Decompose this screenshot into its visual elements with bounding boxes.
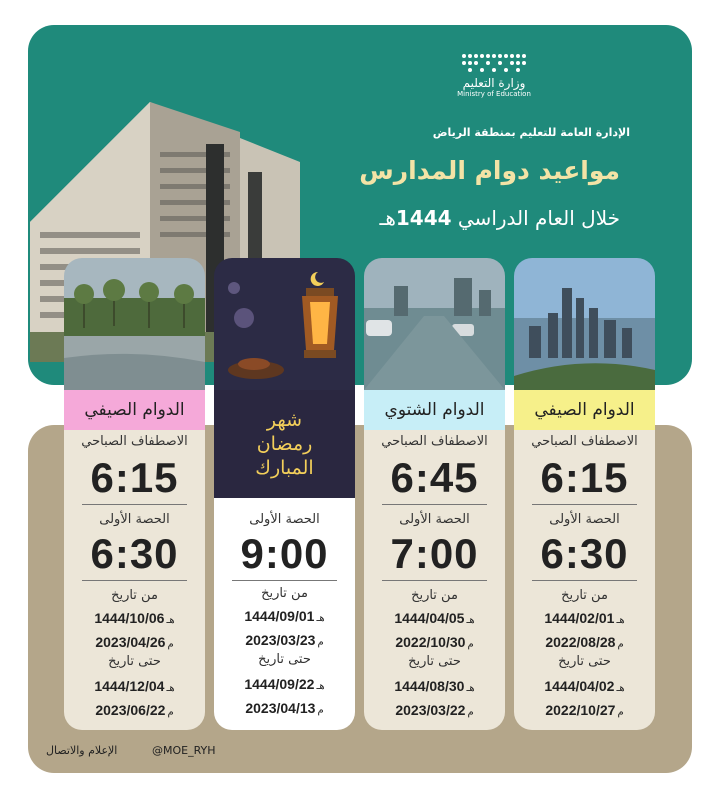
ministry-logo	[452, 52, 536, 124]
greg-suffix: م	[467, 639, 474, 650]
schedule-card-summer-1	[514, 258, 655, 730]
card-body	[364, 430, 505, 730]
from-date-label: من تاريخ	[261, 586, 308, 601]
card-title	[214, 390, 355, 498]
divider	[532, 580, 637, 581]
greg-suffix: م	[467, 707, 474, 718]
hijri-suffix: هـ	[166, 615, 175, 626]
city-skyline-photo	[514, 258, 655, 390]
palm-park-photo	[64, 258, 205, 390]
to-hijri-value: 1444/12/04	[94, 678, 165, 694]
greg-suffix: م	[617, 639, 624, 650]
first-period-label: الحصة الأولى	[249, 512, 320, 527]
from-greg-value: 2022/08/28	[545, 634, 616, 650]
from-greg-value: 2023/04/26	[95, 634, 166, 650]
page-subtitle	[379, 206, 620, 230]
from-hijri-date	[364, 610, 505, 626]
hijri-suffix: هـ	[316, 681, 325, 692]
from-hijri-date	[514, 610, 655, 626]
to-date-label: حتى تاريخ	[108, 654, 161, 669]
hijri-suffix: هـ	[466, 683, 475, 694]
to-greg-date	[364, 702, 505, 718]
lineup-time: 6:15	[540, 454, 629, 501]
logo-arabic-text: وزارة التعليم	[462, 76, 526, 90]
to-hijri-value: 1444/08/30	[394, 678, 465, 694]
subtitle-suffix: هـ	[379, 206, 396, 230]
from-date-label: من تاريخ	[111, 588, 158, 603]
greg-suffix: م	[317, 705, 324, 716]
to-hijri-date	[64, 678, 205, 694]
from-hijri-date	[214, 608, 355, 624]
divider	[382, 580, 487, 581]
to-hijri-date	[214, 676, 355, 692]
to-date-label: حتى تاريخ	[558, 654, 611, 669]
from-greg-date	[214, 632, 355, 648]
card-title-line-3: المبارك	[255, 457, 314, 479]
to-greg-date	[64, 702, 205, 718]
to-greg-date	[214, 700, 355, 716]
card-title: الدوام الشتوي	[364, 390, 505, 430]
card-title: الدوام الصيفي	[64, 390, 205, 430]
from-greg-value: 2023/03/23	[245, 632, 316, 648]
lineup-label: الاصطفاف الصباحي	[81, 434, 188, 449]
greg-suffix: م	[617, 707, 624, 718]
lineup-label: الاصطفاف الصباحي	[531, 434, 638, 449]
lineup-time: 6:15	[90, 454, 179, 501]
from-greg-value: 2022/10/30	[395, 634, 466, 650]
card-body	[514, 430, 655, 730]
from-date-label: من تاريخ	[411, 588, 458, 603]
to-greg-value: 2023/06/22	[95, 702, 166, 718]
hijri-suffix: هـ	[616, 683, 625, 694]
first-period-label: الحصة الأولى	[99, 512, 170, 527]
to-date-label: حتى تاريخ	[408, 654, 461, 669]
hijri-suffix: هـ	[466, 615, 475, 626]
from-greg-date	[64, 634, 205, 650]
hijri-suffix: هـ	[616, 615, 625, 626]
greg-suffix: م	[167, 639, 174, 650]
divider	[532, 504, 637, 505]
department-name: الإدارة العامة للتعليم بمنطقة الرياض	[432, 126, 630, 139]
ministry-logo-icon	[459, 52, 529, 74]
from-greg-date	[364, 634, 505, 650]
card-title: الدوام الصيفي	[514, 390, 655, 430]
from-hijri-value: 1444/09/01	[244, 608, 315, 624]
to-hijri-date	[514, 678, 655, 694]
to-hijri-value: 1444/09/22	[244, 676, 315, 692]
hijri-suffix: هـ	[166, 683, 175, 694]
to-date-label: حتى تاريخ	[258, 652, 311, 667]
card-title-line-1: شهر	[266, 409, 303, 431]
card-title-line-2: رمضان	[256, 433, 313, 455]
subtitle-prefix: خلال العام الدراسي	[457, 206, 620, 230]
card-body	[64, 430, 205, 730]
first-period-label: الحصة الأولى	[399, 512, 470, 527]
to-greg-value: 2022/10/27	[545, 702, 616, 718]
first-period-time: 6:30	[540, 530, 629, 577]
schedule-card-winter	[364, 258, 505, 730]
divider	[82, 580, 187, 581]
from-greg-date	[514, 634, 655, 650]
subtitle-year: 1444	[395, 206, 452, 230]
rainy-road-photo	[364, 258, 505, 390]
to-greg-value: 2023/03/22	[395, 702, 466, 718]
from-hijri-value: 1444/02/01	[544, 610, 615, 626]
divider	[82, 504, 187, 505]
social-handle: @MOE_RYH	[152, 744, 216, 757]
greg-suffix: م	[167, 707, 174, 718]
first-period-time: 7:00	[390, 530, 479, 577]
to-greg-value: 2023/04/13	[245, 700, 316, 716]
from-hijri-value: 1444/04/05	[394, 610, 465, 626]
first-period-label: الحصة الأولى	[549, 512, 620, 527]
hijri-suffix: هـ	[316, 613, 325, 624]
card-body	[214, 498, 355, 730]
schedule-card-ramadan	[214, 258, 355, 730]
to-hijri-date	[364, 678, 505, 694]
first-period-time: 9:00	[240, 530, 329, 577]
divider	[232, 580, 337, 581]
ramadan-lantern-photo	[214, 258, 355, 390]
greg-suffix: م	[317, 637, 324, 648]
lineup-time: 6:45	[390, 454, 479, 501]
logo-english-text: Ministry of Education	[457, 90, 531, 98]
to-hijri-value: 1444/04/02	[544, 678, 615, 694]
page-title: مواعيد دوام المدارس	[359, 156, 620, 185]
first-period-time: 6:30	[90, 530, 179, 577]
to-greg-date	[514, 702, 655, 718]
from-hijri-value: 1444/10/06	[94, 610, 165, 626]
media-department-label: الإعلام والاتصال	[46, 744, 118, 757]
divider	[382, 504, 487, 505]
from-hijri-date	[64, 610, 205, 626]
from-date-label: من تاريخ	[561, 588, 608, 603]
lineup-label: الاصطفاف الصباحي	[381, 434, 488, 449]
schedule-card-summer-2	[64, 258, 205, 730]
